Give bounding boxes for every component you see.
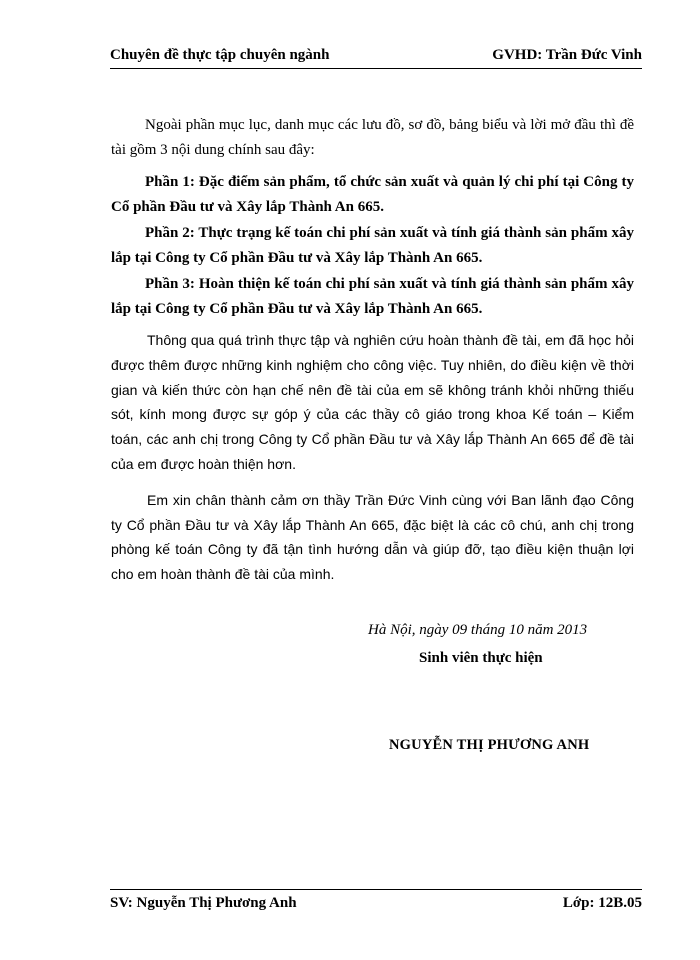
part-2-item: Phần 2: Thực trạng kế toán chi phí sản xuất và tính giá thành sản phẩm xây lắp tại Công ty Cổ phần Đầu tư và Xây lắp Thành An 665.	[111, 225, 634, 266]
header-advisor: GVHD: Trần Đức Vinh	[492, 47, 642, 63]
signature-role: Sinh viên thực hiện	[419, 650, 543, 666]
part-3-item: Phần 3: Hoàn thiện kế toán chi phí sản xuất và tính giá thành sản phẩm xây lắp tại Công ty Cổ phần Đầu tư và Xây lắp Thành An 665.	[111, 276, 634, 317]
page-header	[110, 46, 642, 69]
part-1-item: Phần 1: Đặc điểm sản phẩm, tổ chức sản xuất và quản lý chi phí tại Công ty Cổ phần Đầu tư và Xây lắp Thành An 665.	[111, 174, 634, 215]
thanks-paragraph-2: Em xin chân thành cảm ơn thầy Trần Đức Vinh cùng với Ban lãnh đạo Công ty Cổ phần Đầu tư và Xây lắp Thành An 665, đặc biệt là các cô chú, anh chị trong phòng kế toán Công ty đã tận tình hướng dẫn và giúp đỡ, tạo điều kiện thuận lợi cho em hoàn thành đề tài của mình.	[111, 491, 634, 583]
thanks-paragraph-1: Thông qua quá trình thực tập và nghiên cứu hoàn thành đề tài, em đã học hỏi được thêm được những kinh nghiệm cho công việc. Tuy nhiên, do điều kiện về thời gian và kiến thức còn hạn chế nên đề tài của em sẽ không tránh khỏi những thiếu sót, kính mong được sự góp ý của các thầy cô giáo trong khoa Kế toán – Kiểm toán, các anh chị trong Công ty Cổ phần Đầu tư và Xây lắp Thành An 665 để đề tài của em được hoàn thiện hơn.	[111, 332, 634, 472]
header-title: Chuyên đề thực tập chuyên ngành	[110, 47, 330, 63]
footer-student: SV: Nguyễn Thị Phương Anh	[110, 895, 297, 911]
footer-class: Lớp: 12B.05	[562, 895, 642, 911]
signature-date: Hà Nội, ngày 09 tháng 10 năm 2013	[368, 622, 588, 638]
document-body	[111, 113, 634, 587]
intro-paragraph: Ngoài phần mục lục, danh mục các lưu đồ, sơ đồ, bảng biểu và lời mở đầu thì đề tài gồm 3 nội dung chính sau đây:	[111, 117, 634, 158]
signature-name: NGUYỄN THỊ PHƯƠNG ANH	[389, 737, 590, 753]
page-footer	[110, 889, 642, 913]
